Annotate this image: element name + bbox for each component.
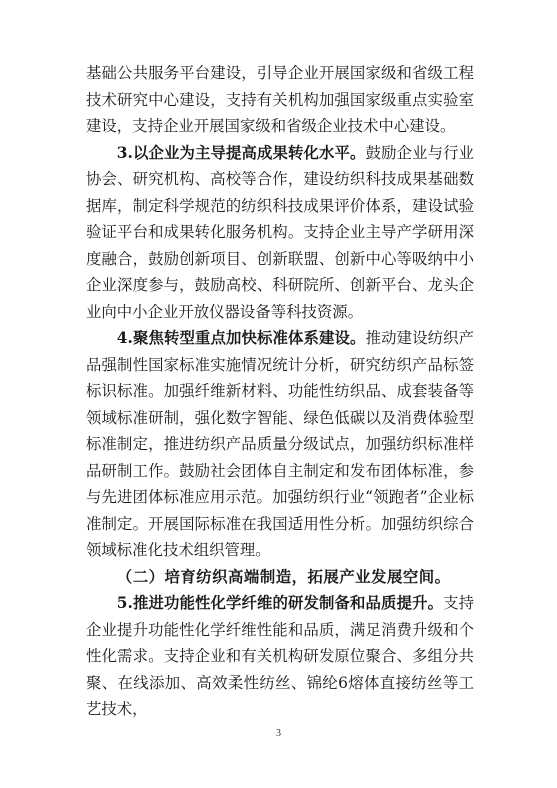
section-heading: （二）培育纺织高端制造，拓展产业发展空间。 <box>116 567 451 586</box>
paragraph-body: 支持企业提升功能性化学纤维性能和品质，满足消费升级和个性化需求。支持企业和有关机构研发原位聚合、多组分共聚、在线添加、高效柔性纺丝、锦纶6熔体直接纺丝等工艺技术， <box>86 594 474 718</box>
paragraph-item-4 <box>86 325 474 564</box>
paragraph-body: 基础公共服务平台建设，引导企业开展国家级和省级工程技术研究中心建设，支持有关机构加强国家级重点实验室建设，支持企业开展国家级和省级企业技术中心建设。 <box>86 64 474 135</box>
page-number: 3 <box>276 728 281 739</box>
document-body <box>86 60 474 723</box>
paragraph-item-5 <box>86 590 474 723</box>
paragraph-item-3 <box>86 140 474 326</box>
paragraph-lead: 4.聚焦转型重点加快标准体系建设。 <box>116 329 366 347</box>
paragraph-body: 推动建设纺织产品强制性国家标准实施情况统计分析，研究纺织产品标签标识标准。加强纤维新材料、功能性纺织品、成套装备等领域标准研制，强化数字智能、绿色低碳以及消费体验型标准制定，推进纺织产品质量分级试点，加强纺织标准样品研制工作。鼓励社会团体自主制定和发布团体标准，参与先进团体标准应用示范。加强纺织行业“领跑者”企业标准制定。开展国际标准在我国适用性分析。加强纺织综合领域标准化技术组织管理。 <box>86 329 474 559</box>
paragraph-lead: 3.以企业为主导提高成果转化水平。 <box>116 143 366 162</box>
paragraph-body: 鼓励企业与行业协会、研究机构、高校等合作，建设纺织科技成果基础数据库，制定科学规范的纺织科技成果评价体系，建设试验验证平台和成果转化服务机构。支持企业主导产学研用深度融合，鼓励创新项目、创新联盟、创新中心等吸纳中小企业深度参与，鼓励高校、科研院所、创新平台、龙头企业向中小企业开放仪器设备等科技资源。 <box>86 143 474 321</box>
paragraph-lead: 5.推进功能性化学纤维的研发制备和品质提升。 <box>116 594 444 612</box>
paragraph-continuation <box>86 60 474 140</box>
